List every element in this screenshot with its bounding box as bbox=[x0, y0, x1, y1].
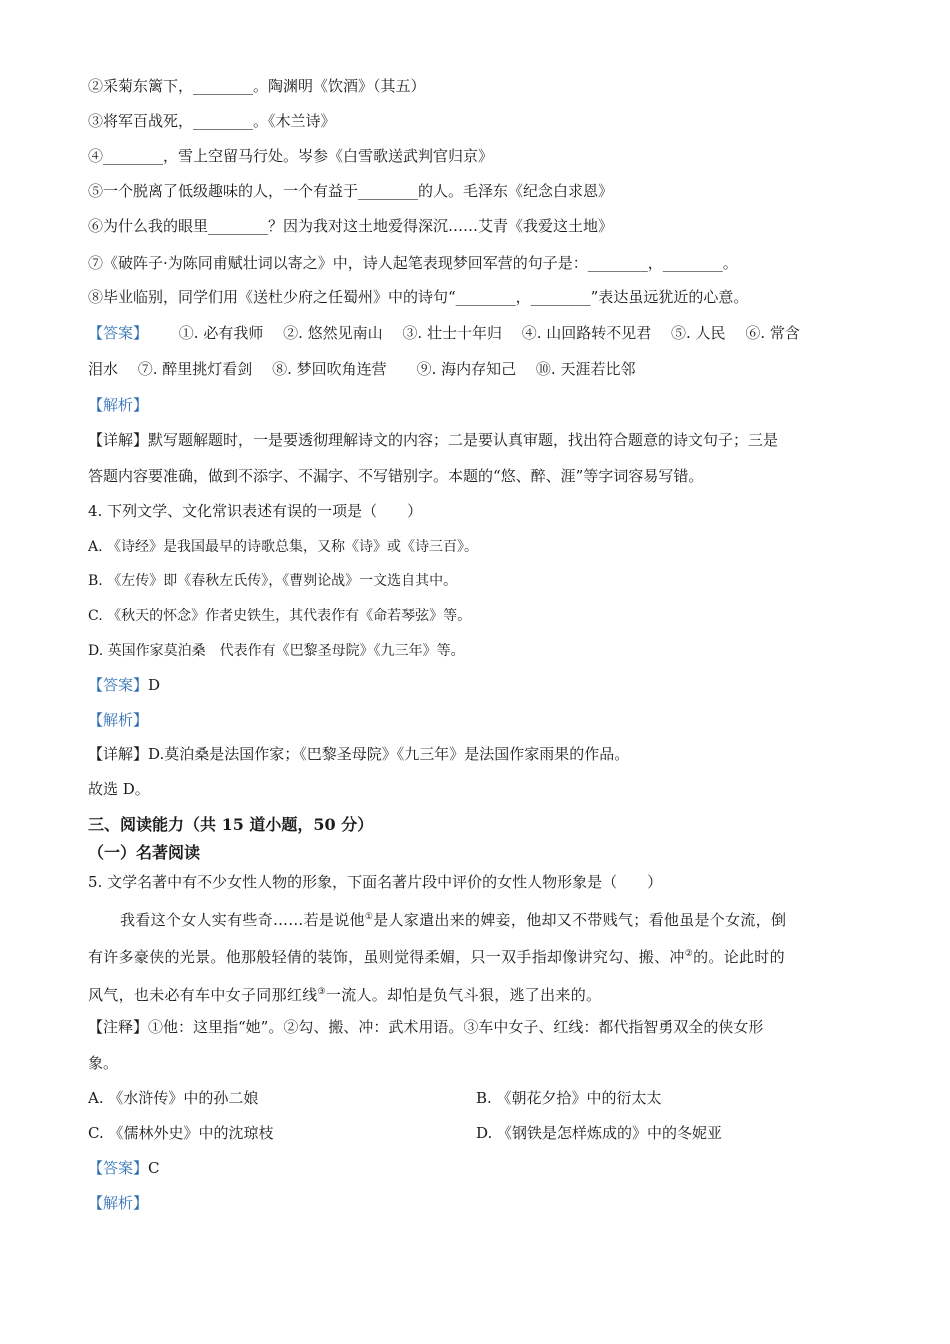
q3-item-5: ⑤一个脱离了低级趣味的人，一个有益于________的人。毛泽东《纪念白求恩》 bbox=[88, 182, 614, 200]
q5-option-c: C. 《儒林外史》中的沈琼枝 bbox=[88, 1124, 274, 1142]
answer-tag: 【答案】 bbox=[88, 1159, 149, 1177]
q5-note-text: ①他：这里指“她”。②勾、搬、冲：武术用语。③车中女子、红线：都代指智勇双全的侠女形 bbox=[148, 1018, 764, 1036]
q5-passage-line-1 bbox=[120, 906, 786, 931]
q3-item-2: ②采菊东篱下，________。陶渊明《饮酒》（其五） bbox=[88, 77, 426, 95]
q5-option-b: B. 《朝花夕拾》中的衍太太 bbox=[476, 1089, 662, 1107]
answer-tag: 【答案】 bbox=[88, 324, 149, 342]
q5-answer-value: C bbox=[148, 1159, 160, 1177]
q3-answer-continued: 泪水 ⑦. 醉里挑灯看剑 ⑧. 梦回吹角连营 ⑨. 海内存知己 ⑩. 天涯若比邻 bbox=[88, 360, 636, 378]
footnote-mark: ② bbox=[684, 949, 694, 959]
q4-option-a: A. 《诗经》是我国最早的诗歌总集，又称《诗》或《诗三百》。 bbox=[88, 539, 479, 555]
q4-choose: 故选 D。 bbox=[88, 780, 150, 798]
q5-answer-line bbox=[88, 1157, 160, 1179]
q3-answer-text: ①. 必有我师 ②. 悠然见南山 ③. 壮士十年归 ④. 山回路转不见君 ⑤. 人民 ⑥. 常含 bbox=[178, 324, 800, 342]
q3-detail-line-2: 答题内容要准确，做到不添字、不漏字、不写错别字。本题的“悠、醉、涯”等字词容易写错。 bbox=[88, 467, 704, 485]
section-subtitle: （一）名著阅读 bbox=[88, 843, 201, 862]
q4-detail-line bbox=[88, 743, 629, 765]
analysis-tag: 【解析】 bbox=[88, 711, 149, 729]
q4-option-b: B. 《左传》即《春秋左氏传》，《曹刿论战》一文选自其中。 bbox=[88, 573, 458, 589]
q5-stem: 5. 文学名著中有不少女性人物的形象，下面名著片段中评价的女性人物形象是（ ） bbox=[88, 873, 663, 891]
passage-text: 一流人。却怕是负气斗狠，逃了出来的。 bbox=[325, 986, 602, 1004]
q4-option-d: D. 英国作家莫泊桑 代表作有《巴黎圣母院》《九三年》等。 bbox=[88, 643, 465, 659]
analysis-tag: 【解析】 bbox=[88, 396, 149, 414]
passage-text: 有许多豪侠的光景。他那般轻倩的装饰，虽则觉得柔媚，只一双手指却像讲究勾、搬、冲 bbox=[88, 948, 685, 966]
passage-text: 的。论此时的 bbox=[693, 948, 785, 966]
answer-tag: 【答案】 bbox=[88, 676, 149, 694]
note-tag: 【注释】 bbox=[88, 1018, 149, 1036]
footnote-mark: ③ bbox=[317, 987, 326, 997]
passage-text: 我看这个女人实有些奇……若是说他 bbox=[120, 911, 365, 929]
detail-tag: 【详解】 bbox=[88, 431, 149, 449]
q3-item-3: ③将军百战死，________。《木兰诗》 bbox=[88, 112, 336, 130]
q4-detail-text: D.莫泊桑是法国作家；《巴黎圣母院》《九三年》是法国作家雨果的作品。 bbox=[148, 745, 630, 763]
q4-answer-value: D bbox=[148, 676, 161, 694]
passage-text: 风气，也未必有车中女子同那红线 bbox=[88, 986, 318, 1004]
q4-option-c: C. 《秋天的怀念》作者史铁生，其代表作有《命若琴弦》等。 bbox=[88, 608, 472, 624]
q3-detail-text: 默写题解题时，一是要透彻理解诗文的内容；二是要认真审题，找出符合题意的诗文句子；三是 bbox=[148, 431, 779, 449]
detail-tag: 【详解】 bbox=[88, 745, 149, 763]
q3-item-8: ⑧毕业临别，同学们用《送杜少府之任蜀州》中的诗句“________，________”表达虽远犹近的心意。 bbox=[88, 288, 749, 306]
q4-stem: 4. 下列文学、文化常识表述有误的一项是（ ） bbox=[88, 502, 423, 520]
q3-item-6: ⑥为什么我的眼里________？因为我对这土地爱得深沉……艾青《我爱这土地》 bbox=[88, 217, 614, 235]
analysis-tag: 【解析】 bbox=[88, 1194, 149, 1212]
section-title: 三、阅读能力（共 15 道小题，50 分） bbox=[88, 815, 374, 834]
q5-note-line-1 bbox=[88, 1016, 763, 1038]
q5-passage-line-2 bbox=[88, 943, 785, 968]
q4-answer-line bbox=[88, 674, 160, 696]
passage-text: 是人家遣出来的婢妾，他却又不带贱气；看他虽是个女流，倒 bbox=[373, 911, 787, 929]
q3-item-7: ⑦《破阵子·为陈同甫赋壮词以寄之》中，诗人起笔表现梦回军营的句子是：________，________。 bbox=[88, 254, 738, 272]
q3-detail-line-1 bbox=[88, 429, 778, 451]
q5-option-d: D. 《钢铁是怎样炼成的》中的冬妮亚 bbox=[476, 1124, 723, 1142]
footnote-mark: ① bbox=[364, 912, 374, 922]
q5-option-a: A. 《水浒传》中的孙二娘 bbox=[88, 1089, 259, 1107]
q3-item-4: ④________，雪上空留马行处。岑参《白雪歌送武判官归京》 bbox=[88, 147, 494, 165]
q5-note-line-2: 象。 bbox=[88, 1054, 119, 1072]
q3-answer-line bbox=[88, 322, 800, 344]
q5-passage-line-3 bbox=[88, 981, 601, 1006]
